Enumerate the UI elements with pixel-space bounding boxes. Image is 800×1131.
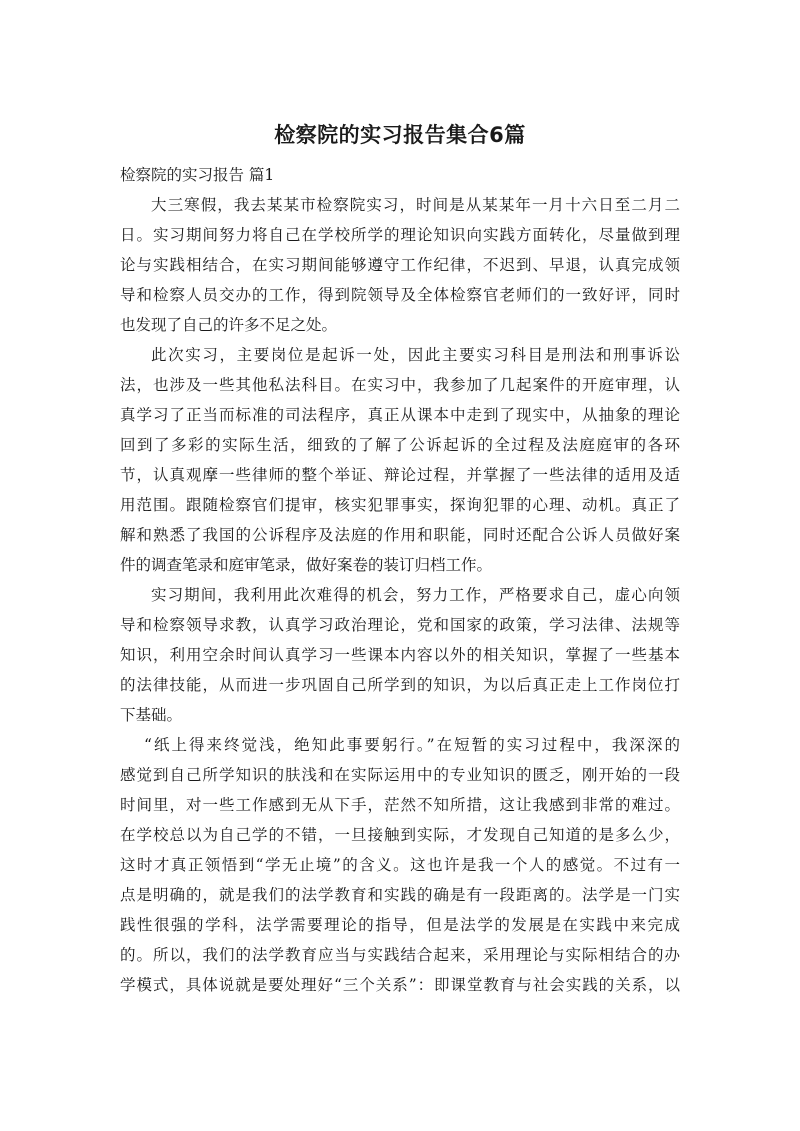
paragraph-3-line-3: 知识，利用空余时间认真学习一些课本内容以外的相关知识，掌握了一些基本 bbox=[120, 646, 680, 664]
paragraph-1-line-1: 大三寒假，我去某某市检察院实习，时间是从某某年一月十六日至二月二 bbox=[151, 196, 680, 214]
paragraph-2-line-7: 解和熟悉了我国的公诉程序及法庭的作用和职能，同时还配合公诉人员做好案 bbox=[120, 526, 680, 544]
paragraph-4-line-2: 感觉到自己所学知识的肤浅和在实际运用中的专业知识的匮乏，刚开始的一段 bbox=[120, 766, 680, 784]
paragraph-4-line-3: 时间里，对一些工作感到无从下手，茫然不知所措，这让我感到非常的难过。 bbox=[120, 796, 680, 814]
paragraph-3-line-2: 导和检察领导求教，认真学习政治理论，党和国家的政策，学习法律、法规等 bbox=[120, 616, 680, 634]
paragraph-3-line-5: 下基础。 bbox=[120, 706, 183, 724]
section-heading: 检察院的实习报告 篇1 bbox=[120, 166, 275, 184]
paragraph-2-line-3: 真学习了正当而标准的司法程序，真正从课本中走到了现实中，从抽象的理论 bbox=[120, 406, 680, 424]
paragraph-4-line-1: “纸上得来终觉浅，绝知此事要躬行。”在短暂的实习过程中，我深深的 bbox=[144, 736, 680, 754]
paragraph-2-line-2: 法，也涉及一些其他私法科目。在实习中，我参加了几起案件的开庭审理，认 bbox=[120, 376, 680, 394]
paragraph-4-line-9: 学模式，具体说就是要处理好“三个关系”：即课堂教育与社会实践的关系，以 bbox=[120, 976, 680, 994]
document-body bbox=[120, 160, 680, 1000]
paragraph-3-line-1: 实习期间，我利用此次难得的机会，努力工作，严格要求自己，虚心向领 bbox=[151, 586, 680, 604]
document-title: 检察院的实习报告集合6篇 bbox=[274, 123, 526, 147]
paragraph-3-line-4: 的法律技能，从而进一步巩固自己所学到的知识，为以后真正走上工作岗位打 bbox=[120, 676, 680, 694]
paragraph-4-line-7: 践性很强的学科，法学需要理论的指导，但是法学的发展是在实践中来完成 bbox=[120, 916, 680, 934]
paragraph-4-line-6: 点是明确的，就是我们的法学教育和实践的确是有一段距离的。法学是一门实 bbox=[120, 886, 680, 904]
paragraph-1-line-4: 导和检察人员交办的工作，得到院领导及全体检察官老师们的一致好评，同时 bbox=[120, 286, 680, 304]
paragraph-4-line-4: 在学校总以为自己学的不错，一旦接触到实际，才发现自己知道的是多么少， bbox=[120, 826, 680, 844]
paragraph-2-line-5: 节，认真观摩一些律师的整个举证、辩论过程，并掌握了一些法律的适用及适 bbox=[120, 466, 680, 484]
paragraph-2-line-4: 回到了多彩的实际生活，细致的了解了公诉起诉的全过程及法庭庭审的各环 bbox=[120, 436, 680, 454]
paragraph-1-line-2: 日。实习期间努力将自己在学校所学的理论知识向实践方面转化，尽量做到理 bbox=[120, 226, 680, 244]
paragraph-4-line-5: 这时才真正领悟到“学无止境”的含义。这也许是我一个人的感觉。不过有一 bbox=[120, 856, 680, 874]
paragraph-2-line-1: 此次实习，主要岗位是起诉一处，因此主要实习科目是刑法和刑事诉讼 bbox=[151, 346, 680, 364]
paragraph-1-line-5: 也发现了自己的许多不足之处。 bbox=[120, 316, 338, 334]
paragraph-2-line-6: 用范围。跟随检察官们提审，核实犯罪事实，探询犯罪的心理、动机。真正了 bbox=[120, 496, 680, 514]
paragraph-2-line-8: 件的调查笔录和庭审笔录，做好案卷的装订归档工作。 bbox=[120, 556, 493, 574]
paragraph-1-line-3: 论与实践相结合，在实习期间能够遵守工作纪律，不迟到、早退，认真完成领 bbox=[120, 256, 680, 274]
paragraph-4-line-8: 的。所以，我们的法学教育应当与实践结合起来，采用理论与实际相结合的办 bbox=[120, 946, 680, 964]
